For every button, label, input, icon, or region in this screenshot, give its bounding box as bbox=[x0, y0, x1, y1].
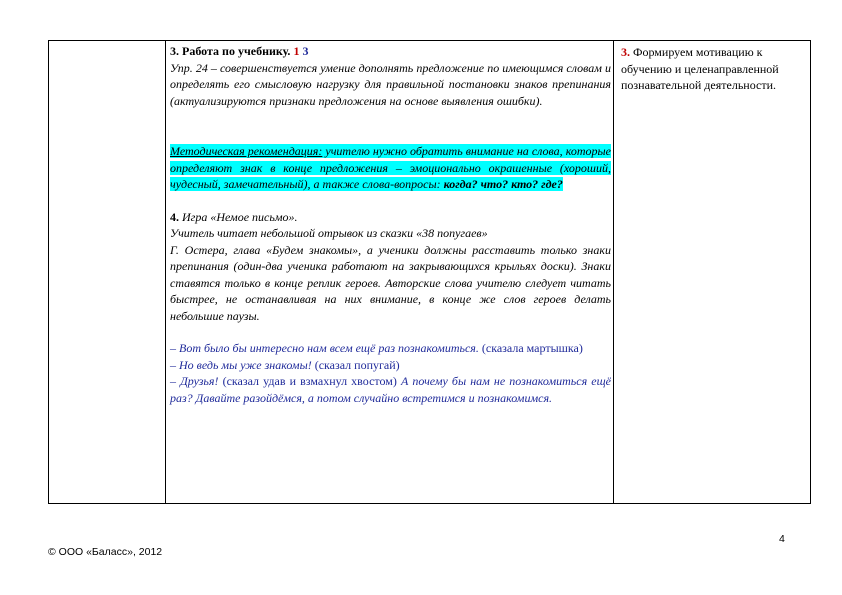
table-border-right bbox=[810, 41, 811, 503]
dialogue-3-author: (сказал удав и взмахнул хвостом) bbox=[218, 374, 401, 388]
goal-number: 3. bbox=[621, 45, 630, 59]
section4-body: Г. Остера, глава «Будем знакомы», а ученики должны расставить только знаки препинания (один-два ученика работают на закрывающихся крыльях доски). Знаки ставятся только в конце реплик героев. Авторские слова учителю следует читать быстрее, не останавливая на них внимание, в конце же слов героев делать небольшие паузы. bbox=[170, 242, 611, 323]
recommendation-questions: когда? что? кто? где? bbox=[443, 177, 563, 191]
recommendation-label: Методическая рекомендация: bbox=[170, 144, 323, 158]
copyright-footer: © ООО «Баласс», 2012 bbox=[48, 546, 163, 558]
dialogue-3-speech: – Друзья! bbox=[170, 374, 219, 388]
section3-heading bbox=[170, 43, 611, 60]
lesson-content-cell bbox=[170, 41, 611, 406]
goals-cell bbox=[621, 44, 809, 94]
exercise-text: Упр. 24 – совершенствуется умение дополнять предложение по имеющимся словам и определять его смысловую нагрузку для правильной постановки знаков препинания (актуализируются признаки предложения на основе выявления ошибки). bbox=[170, 60, 611, 108]
dialogue-2-speech: – Но ведь мы уже знакомы! bbox=[170, 357, 312, 372]
column-divider-1 bbox=[165, 41, 166, 503]
section4-title: Игра «Немое письмо». bbox=[179, 209, 298, 224]
table-border-left bbox=[48, 41, 49, 503]
section3-title: 3. Работа по учебнику. bbox=[170, 44, 291, 58]
dialogue-3-continuation: А почему бы нам не познакомиться ещё раз? Давайте разойдёмся, а потом случайно встретимся и познакомимся. bbox=[170, 374, 611, 405]
section4-heading bbox=[170, 209, 611, 226]
dialogue-1-author: (сказала мартышка) bbox=[478, 341, 583, 355]
column-divider-2 bbox=[613, 41, 614, 503]
methodical-recommendation bbox=[170, 143, 611, 193]
dialogue-line-3 bbox=[170, 373, 611, 406]
page-number: 4 bbox=[779, 533, 785, 545]
dialogue-2-author: (сказал попугай) bbox=[311, 357, 400, 372]
dialogue-line-1 bbox=[170, 340, 611, 357]
dialogue-1-speech: – Вот было бы интересно нам всем ещё раз познакомиться. bbox=[170, 341, 479, 355]
section4-line1: Учитель читает небольшой отрывок из сказки «38 попугаев» bbox=[170, 226, 488, 240]
section4-num: 4. bbox=[170, 209, 179, 224]
section3-num1: 1 bbox=[293, 44, 300, 58]
recommendation-text: учителю нужно обратить внимание на слова, которые определяют знак в конце предложения – эмоционально окрашенные (хороший, чудесный, замечательный), а также слова-вопросы: bbox=[170, 144, 611, 191]
lesson-table bbox=[48, 40, 811, 504]
goal-text: Формируем мотивацию к обучению и целенаправленной познавательной деятельности. bbox=[621, 45, 779, 92]
section3-num2: 3 bbox=[302, 44, 309, 58]
dialogue-line-2 bbox=[170, 357, 611, 374]
